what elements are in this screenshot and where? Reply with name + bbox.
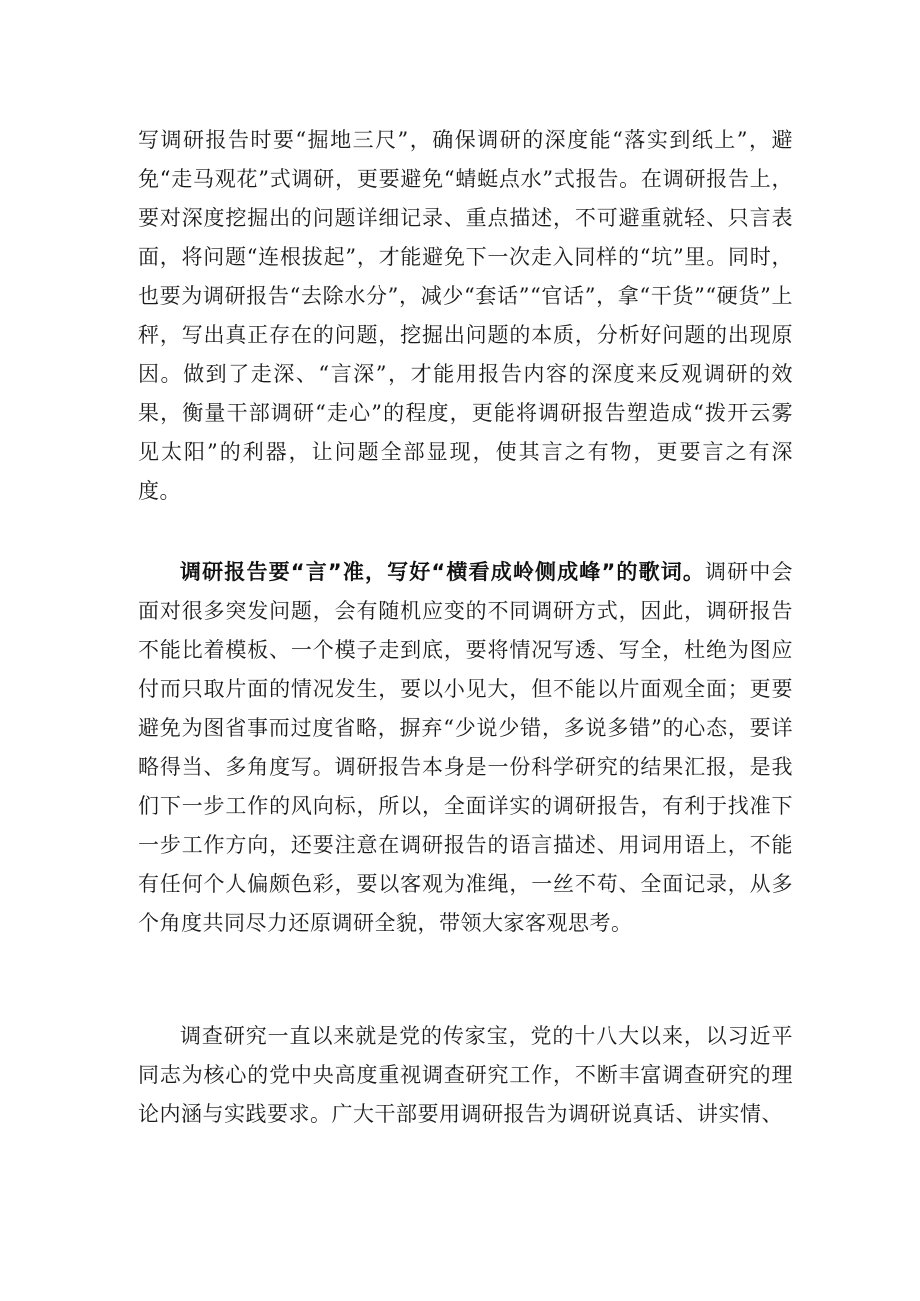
paragraph-3-text: 调查研究一直以来就是党的传家宝，党的十八大以来，以习近平同志为核心的党中央高度重视调查研究工作，不断丰富调查研究的理论内涵与实践要求。广大干部要用调研报告为调研说真话、讲实情、 (138, 1024, 793, 1126)
paragraph-2 (138, 553, 793, 943)
paragraph-1-text: 写调研报告时要“掘地三尺”，确保调研的深度能“落实到纸上”，避免“走马观花”式调研，更要避免“蜻蜓点水”式报告。在调研报告上，要对深度挖掘出的问题详细记录、重点描述，不可避重就轻、只言表面，将问题“连根拔起”，才能避免下一次走入同样的“坑”里。同时，也要为调研报告“去除水分”，减少“套话”“官话”，拿“干货”“硬货”上秤，写出真正存在的问题，挖掘出问题的本质，分析好问题的出现原因。做到了走深、“言深”，才能用报告内容的深度来反观调研的效果，衡量干部调研“走心”的程度，更能将调研报告塑造成“拨开云雾见太阳”的利器，让问题全部显现，使其言之有物，更要言之有深度。 (138, 128, 793, 503)
paragraph-2-heading: 调研报告要“言”准，写好“横看成岭侧成峰”的歌词。 (180, 560, 706, 584)
paragraph-1 (138, 121, 793, 511)
paragraph-2-text: 调研中会面对很多突发问题，会有随机应变的不同调研方式，因此，调研报告不能比着模板、一个模子走到底，要将情况写透、写全，杜绝为图应付而只取片面的情况发生，要以小见大，但不能以片面观全面；更要避免为图省事而过度省略，摒弃“少说少错，多说多错”的心态，要详略得当、多角度写。调研报告本身是一份科学研究的结果汇报，是我们下一步工作的风向标，所以，全面详实的调研报告，有利于找准下一步工作方向，还要注意在调研报告的语言描述、用词用语上，不能有任何个人偏颇色彩，要以客观为准绳，一丝不苟、全面记录，从多个角度共同尽力还原调研全貌，带领大家客观思考。 (138, 560, 793, 935)
paragraph-3 (138, 1017, 793, 1134)
